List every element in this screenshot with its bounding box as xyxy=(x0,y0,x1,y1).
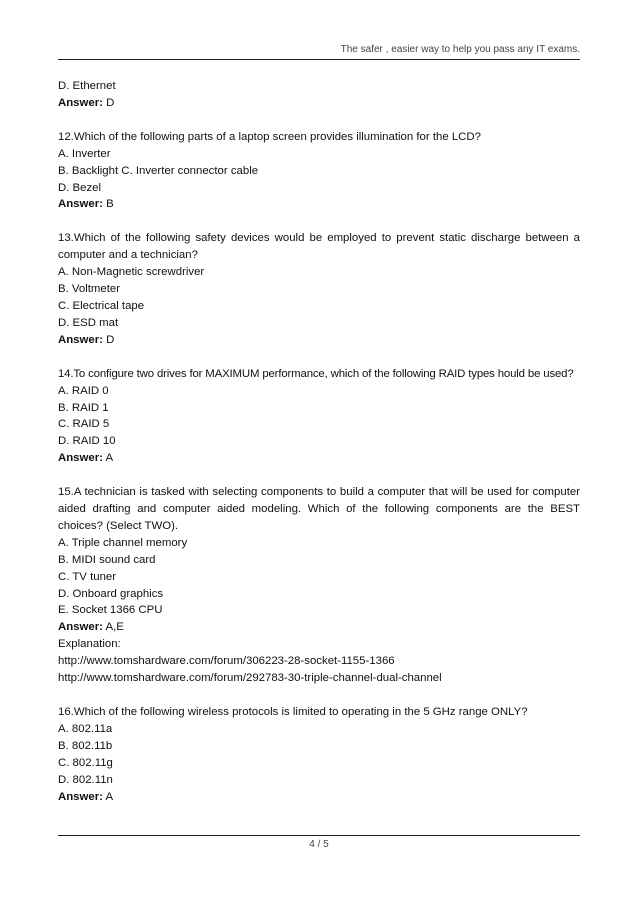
question-block-16 xyxy=(58,704,580,805)
answer-value: A,E xyxy=(105,621,124,634)
option-item: B. Backlight C. Inverter connector cable xyxy=(58,164,259,177)
option-item: B. 802.11b xyxy=(58,739,113,752)
answer-line xyxy=(58,450,580,467)
answer-label: Answer: xyxy=(58,198,103,211)
option-item: B. MIDI sound card xyxy=(58,553,156,566)
question-text: 16.Which of the following wireless protocols is limited to operating in the 5 GHz range ONLY? xyxy=(58,706,528,718)
option-item: B. Voltmeter xyxy=(58,283,121,296)
header-divider xyxy=(58,59,580,60)
spacer xyxy=(58,687,580,704)
option-item: A. 802.11a xyxy=(58,722,113,735)
answer-label: Answer: xyxy=(58,621,103,634)
answer-value: D xyxy=(106,333,115,346)
answer-label: Answer: xyxy=(58,452,103,465)
question-text: 15.A technician is tasked with selecting components to build a computer that will be used for computer aided drafting and computer aided modeling. Which of the following components are the BEST choices? (Select TWO). xyxy=(58,486,580,532)
question-block-prev xyxy=(58,78,580,112)
option-item: A. Triple channel memory xyxy=(58,536,188,549)
question-text: 12.Which of the following parts of a laptop screen provides illumination for the LCD? xyxy=(58,130,481,143)
question-text: 14.To configure two drives for MAXIMUM performance, which of the following RAID types hould be used? xyxy=(58,367,574,380)
answer-line xyxy=(58,789,580,806)
option-item: B. RAID 1 xyxy=(58,401,109,414)
spacer xyxy=(58,112,580,129)
option-item: D. ESD mat xyxy=(58,316,119,329)
spacer xyxy=(58,349,580,366)
option-item: C. Electrical tape xyxy=(58,299,145,312)
answer-label: Answer: xyxy=(58,790,103,803)
answer-line xyxy=(58,95,580,112)
page-number: 4 / 5 xyxy=(309,839,329,850)
option-item: C. 802.11g xyxy=(58,756,113,769)
question-block-14 xyxy=(58,366,580,467)
document-body xyxy=(58,78,580,805)
question-text: 13.Which of the following safety devices would be employed to prevent static discharge between a computer and a technician? xyxy=(58,232,580,262)
option-item: D. Ethernet xyxy=(58,80,116,92)
question-block-15 xyxy=(58,484,580,687)
answer-value: B xyxy=(106,198,114,211)
option-item: E. Socket 1366 CPU xyxy=(58,604,163,617)
option-item: C. RAID 5 xyxy=(58,418,110,431)
answer-line xyxy=(58,619,580,636)
header-tagline: The safer , easier way to help you pass any IT exams. xyxy=(340,44,580,55)
option-item: A. RAID 0 xyxy=(58,384,109,397)
answer-label: Answer: xyxy=(58,96,103,109)
question-block-13 xyxy=(58,230,580,348)
answer-value: A xyxy=(105,452,114,465)
option-item: A. Inverter xyxy=(58,147,111,160)
option-item: A. Non-Magnetic screwdriver xyxy=(58,266,205,279)
answer-line xyxy=(58,196,580,213)
explanation-link[interactable]: http://www.tomshardware.com/forum/292783-30-triple-channel-dual-channel xyxy=(58,672,442,685)
explanation-link[interactable]: http://www.tomshardware.com/forum/306223-28-socket-1155-1366 xyxy=(58,655,395,668)
option-item: D. Onboard graphics xyxy=(58,587,164,600)
answer-value: A xyxy=(105,790,114,803)
option-item: D. 802.11n xyxy=(58,773,113,786)
question-block-12 xyxy=(58,129,580,214)
answer-line xyxy=(58,332,580,349)
explanation-label: Explanation: xyxy=(58,638,121,651)
footer-divider xyxy=(58,835,580,836)
option-item: D. RAID 10 xyxy=(58,435,116,448)
spacer xyxy=(58,467,580,484)
option-item: C. TV tuner xyxy=(58,570,117,583)
spacer xyxy=(58,213,580,230)
option-item: D. Bezel xyxy=(58,181,102,194)
answer-label: Answer: xyxy=(58,333,103,346)
answer-value: D xyxy=(106,96,115,109)
